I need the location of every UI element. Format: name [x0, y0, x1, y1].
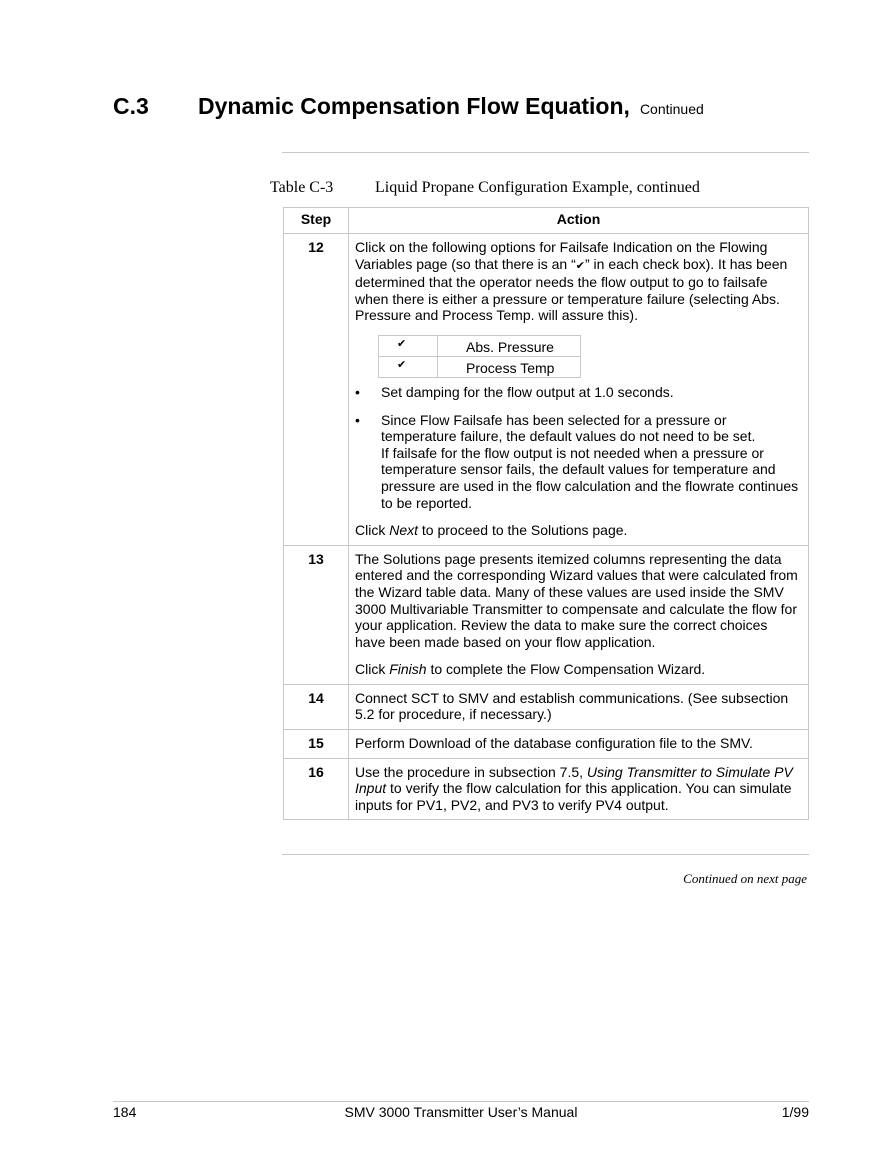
table-row	[284, 545, 809, 684]
table-caption-number: Table C-3	[270, 179, 334, 196]
footer-manual-title: SMV 3000 Transmitter User’s Manual	[344, 1104, 578, 1120]
step-action	[349, 730, 809, 759]
intro-text-cont: ” in each check box). It has been determined that the operator needs the flow output to go to failsafe when there is either a pressure or temperature failure (selecting Abs. Pressure and Process Temp. will assure this).	[355, 255, 788, 324]
checkmark-icon: ✔	[379, 356, 438, 377]
step-12-outro	[355, 522, 801, 539]
outro-emphasis: Finish	[389, 661, 427, 678]
table-row	[284, 730, 809, 759]
step-action	[349, 758, 809, 820]
continued-next-page: Continued on next page	[683, 871, 807, 886]
step-number: 14	[284, 684, 349, 729]
step-number: 13	[284, 545, 349, 684]
para-text-cont: to verify the flow calculation for this application. You can simulate inputs for PV1, PV2, and PV3 to verify PV4 output.	[355, 780, 792, 813]
step-15-para: Perform Download of the database configuration file to the SMV.	[355, 735, 753, 752]
col-header-step: Step	[284, 208, 349, 234]
top-divider	[282, 152, 809, 153]
checklist-row	[379, 356, 581, 377]
col-header-action: Action	[349, 208, 809, 234]
bullet-icon: •	[355, 383, 360, 400]
step-13-outro	[355, 661, 801, 678]
page-footer	[113, 1104, 809, 1122]
section-heading	[113, 93, 813, 127]
para-text: Use the procedure in subsection 7.5,	[355, 763, 587, 780]
section-continued: Continued	[639, 101, 704, 117]
bullet-text: Since Flow Failsafe has been selected for a pressure or temperature failure, the default values do not need to be set.	[381, 411, 756, 445]
footer-date: 1/99	[781, 1104, 809, 1120]
procedure-table	[283, 207, 809, 820]
step-number: 16	[284, 758, 349, 820]
table-row	[284, 234, 809, 546]
outro-text: Click	[355, 661, 390, 678]
bullet-icon: •	[355, 411, 360, 428]
step-action	[349, 545, 809, 684]
outro-text: Click	[355, 522, 390, 539]
outro-emphasis: Next	[389, 522, 419, 539]
step-12-intro	[355, 239, 801, 324]
table-caption	[270, 179, 810, 197]
list-item	[355, 412, 801, 512]
para-emphasis: Using Transmitter to Simulate PV Input	[355, 763, 793, 797]
section-title-text: Dynamic Compensation Flow Equation,	[198, 93, 630, 119]
step-number: 15	[284, 730, 349, 759]
table-header-row	[284, 208, 809, 234]
section-title	[198, 93, 704, 120]
step-action	[349, 684, 809, 729]
checklist-label-process-temp: Process Temp	[438, 356, 581, 377]
bullet-text-cont: If failsafe for the flow output is not needed when a pressure or temperature sensor fails, the default values for temperature and pressure are used in the flow calculation and the flowrate continues to be reported.	[381, 444, 799, 511]
step-14-para: Connect SCT to SMV and establish communications. (See subsection 5.2 for procedure, if necessary.)	[355, 689, 789, 723]
footer-page-number: 184	[113, 1104, 137, 1120]
bottom-divider	[282, 854, 809, 855]
step-action	[349, 234, 809, 546]
bullet-text: Set damping for the flow output at 1.0 seconds.	[381, 383, 674, 400]
check-glyph-icon: ✔	[575, 259, 585, 272]
table-row	[284, 684, 809, 729]
table-row	[284, 758, 809, 820]
table-caption-title: Liquid Propane Configuration Example, continued	[375, 179, 700, 196]
intro-text: Click on the following options for Failsafe Indication on the Flowing Variables page (so that there is an “	[355, 239, 768, 272]
checkmark-icon: ✔	[379, 335, 438, 356]
outro-text-cont: to proceed to the Solutions page.	[418, 522, 628, 539]
footer-divider	[113, 1101, 809, 1102]
list-item	[355, 384, 801, 401]
section-number: C.3	[113, 93, 149, 119]
step-13-para: The Solutions page presents itemized columns representing the data entered and the corresponding Wizard values that were calculated from the Wizard table data. Many of these values are used inside the SMV 3000 Multivariable Transmitter to compensate and calculate the flow for your application. Review the data to make sure the correct choices have been made based on your flow application.	[355, 550, 798, 650]
checklist-label-abs-pressure: Abs. Pressure	[438, 335, 581, 356]
checklist-row	[379, 335, 581, 356]
failsafe-checklist	[378, 335, 581, 378]
step-12-bullets	[355, 384, 801, 511]
outro-text-cont: to complete the Flow Compensation Wizard.	[426, 661, 706, 678]
step-16-para	[355, 764, 801, 814]
step-number: 12	[284, 234, 349, 546]
